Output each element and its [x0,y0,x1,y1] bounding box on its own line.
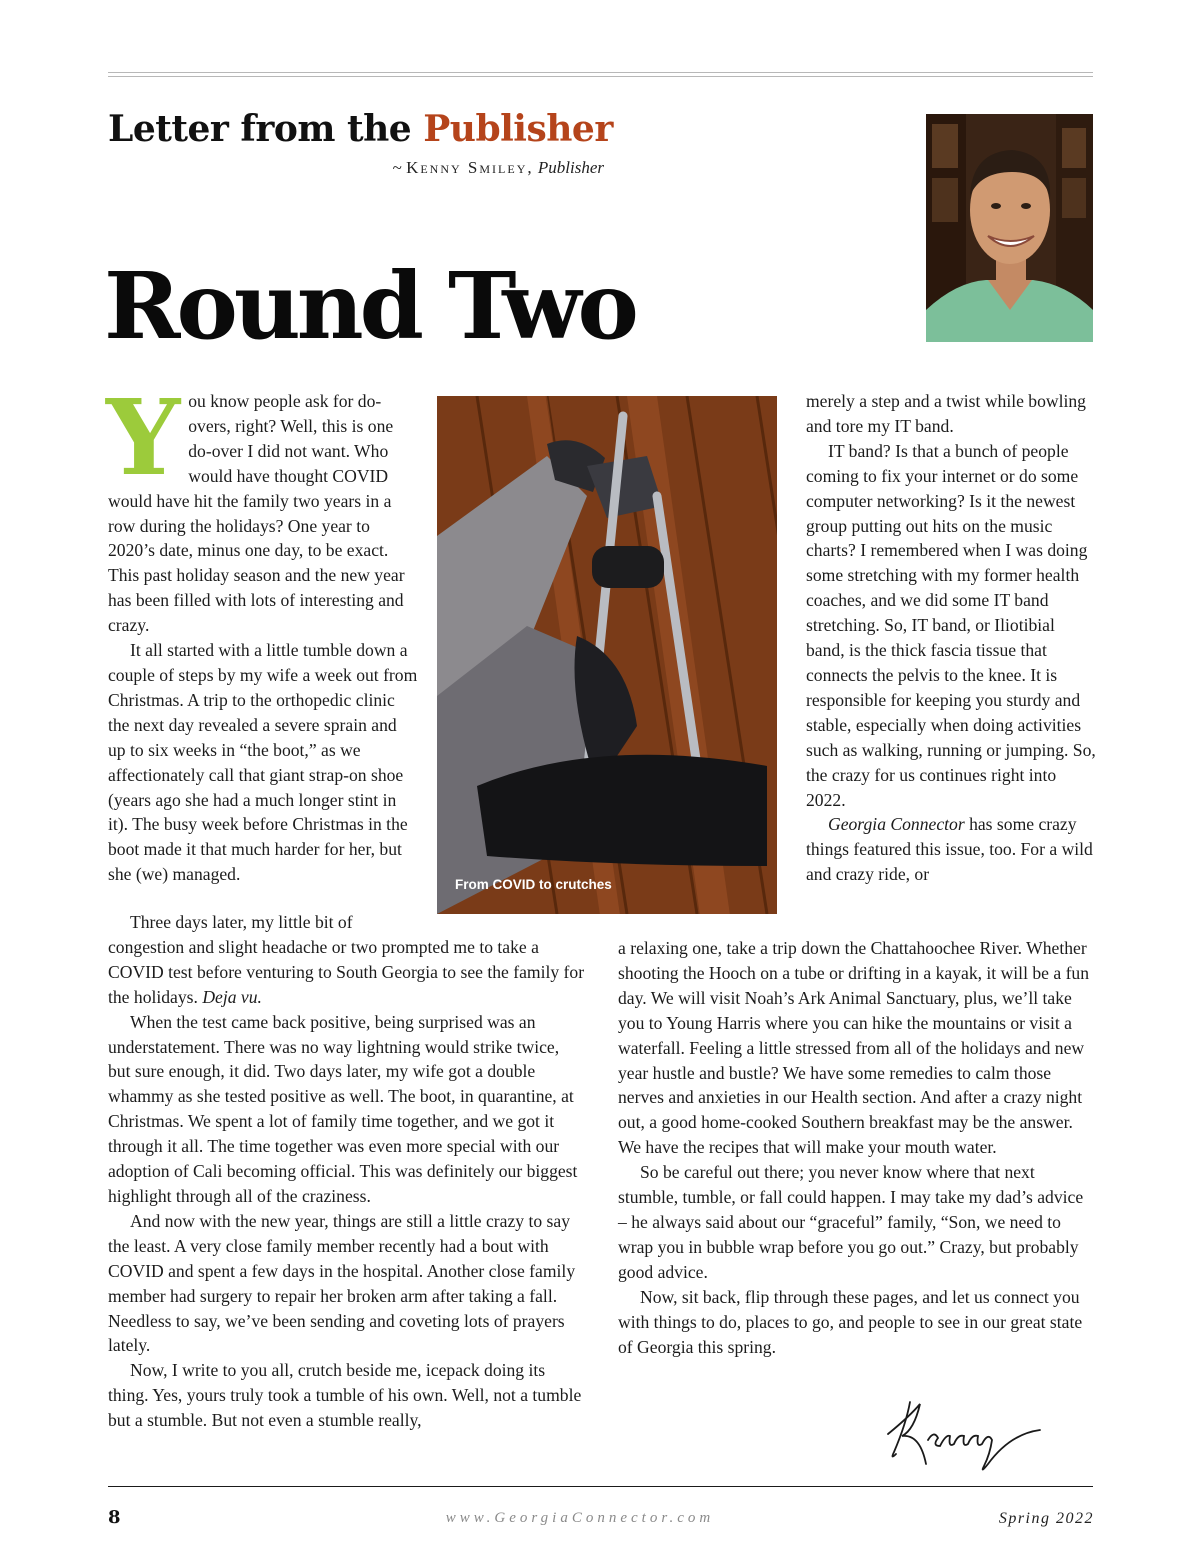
paragraph-9-text: has some crazy things featured this issue, too. For a wild and crazy ride, or [806,814,1093,885]
paragraph-9-cont: a relaxing one, take a trip down the Chattahoochee River. Whether shooting the Hooch on a tube or drifting in a kayak, it will be a fun day. We will visit Noah’s Ark Animal Sanctuary, plus, we’ll take you to Young Harris where you can hike the mountains or visit a waterfall. Feeling a little stressed from all of the holidays and new year hustle and bustle? We have some remedies to calm those nerves and anxieties in our Health section. And after a crazy night out, a good home-cooked Southern breakfast may be the answer. We have the recipes that will make your mouth water. [618,938,1090,1158]
magazine-name: Georgia Connector [828,814,965,835]
paragraph-7: merely a step and a twist while bowling and tore my IT band. [806,391,1086,436]
paragraph-3-text: congestion and slight headache or two prompted me to take a COVID test before venturing to South Georgia to see the family for the holidays. [108,936,585,1007]
signature-illustration [880,1394,1050,1474]
column-3-top [806,389,1096,887]
byline-prefix: ~ [392,158,407,177]
paragraph-8: IT band? Is that a bunch of people coming to fix your internet or do some computer networking? Is it the newest group putting out hits on the music charts? I remembered when I was doing some stretching with my former health coaches, and we did some IT band stretching. So, IT band, or Iliotibial band, is the thick fascia tissue that connects the pelvis to the knee. It is responsible for keeping you sturdy and stable, especially when doing activities such as walking, running or jumping. So, the crazy for us continues right into 2022. [806,440,1096,810]
page-number: 8 [108,1507,121,1528]
paragraph-1-text: ou know people ask for do-overs, right? Well, this is one do-over I did not want. Who would have thought COVID would have hit the family two years in a row during the holidays? One year to 2020’s date, minus one day, to be exact. This past holiday season and the new year has been filled with lots of interesting and crazy. [108,391,405,636]
signature-kenny [880,1394,1050,1474]
publisher-portrait [926,114,1093,342]
byline-name: Kenny Smiley, [406,158,534,177]
drop-cap: Y [106,376,181,499]
column-1-top [106,376,418,887]
portrait-illustration [926,114,1093,342]
section-title-accent: Publisher [423,108,613,150]
crutches-photo [437,396,777,914]
paragraph-6: Now, I write to you all, crutch beside me, icepack doing its thing. Yes, yours truly took a tumble of his own. Well, not a tumble but a stumble. But not even a stumble really, [108,1360,582,1431]
column-1-lower [108,910,586,1433]
deja-vu-text: Deja vu. [202,986,262,1007]
paragraph-3-cont [108,935,586,1010]
paragraph-11: Now, sit back, flip through these pages, and let us connect you with things to do, places to go, and people to see in our great state of Georgia this spring. [618,1286,1083,1357]
photo-caption: From COVID to crutches [455,877,612,892]
crutches-illustration [437,396,777,914]
paragraph-4: When the test came back positive, being surprised was an understatement. There was no way lightning would strike twice, but sure enough, it did. Two days later, my wife got a double whammy as she tested positive as well. The boot, in quarantine, at Christmas. We spent a lot of family time together, and we got it through it all. The time together was even more special with our adoption of Cali becoming official. This was definitely our biggest highlight through all of the craziness. [108,1011,578,1206]
paragraph-10: So be careful out there; you never know where that next stumble, tumble, or fall could happen. I may take my dad’s advice – he always said about our “graceful” family, “Son, we need to wrap you in bubble wrap before you go out.” Crazy, but probably good advice. [618,1162,1084,1282]
column-3-lower [618,936,1096,1359]
byline [300,158,604,178]
paragraph-2: It all started with a little tumble down a couple of steps by my wife a week out from Christmas. A trip to the orthopedic clinic the next day revealed a severe sprain and up to six weeks in “the boot,” as we affectionately call that giant strap-on shoe (years ago she had a much longer stint in it). The busy week before Christmas in the boot made it that much harder for her, but she (we) managed. [108,640,418,885]
paragraph-3-start: Three days later, my little bit of [130,912,353,932]
top-rule [108,72,1093,77]
headline: Round Two [104,252,635,360]
byline-role: Publisher [537,158,604,177]
footer-issue: Spring 2022 [998,1510,1094,1527]
section-title [108,108,613,150]
section-title-prefix: Letter from the [108,108,424,150]
paragraph-5: And now with the new year, things are still a little crazy to say the least. A very close family member recently had a bout with COVID and spent a few days in the hospital. Another close family member had surgery to repair her broken arm after taking a fall. Needless to say, we’ve been sending and coveting lots of prayers lately. [108,1210,576,1356]
paragraph-9-start [806,812,1096,887]
bottom-rule [108,1486,1093,1487]
footer-url[interactable]: www.GeorgiaConnector.com [445,1510,715,1526]
